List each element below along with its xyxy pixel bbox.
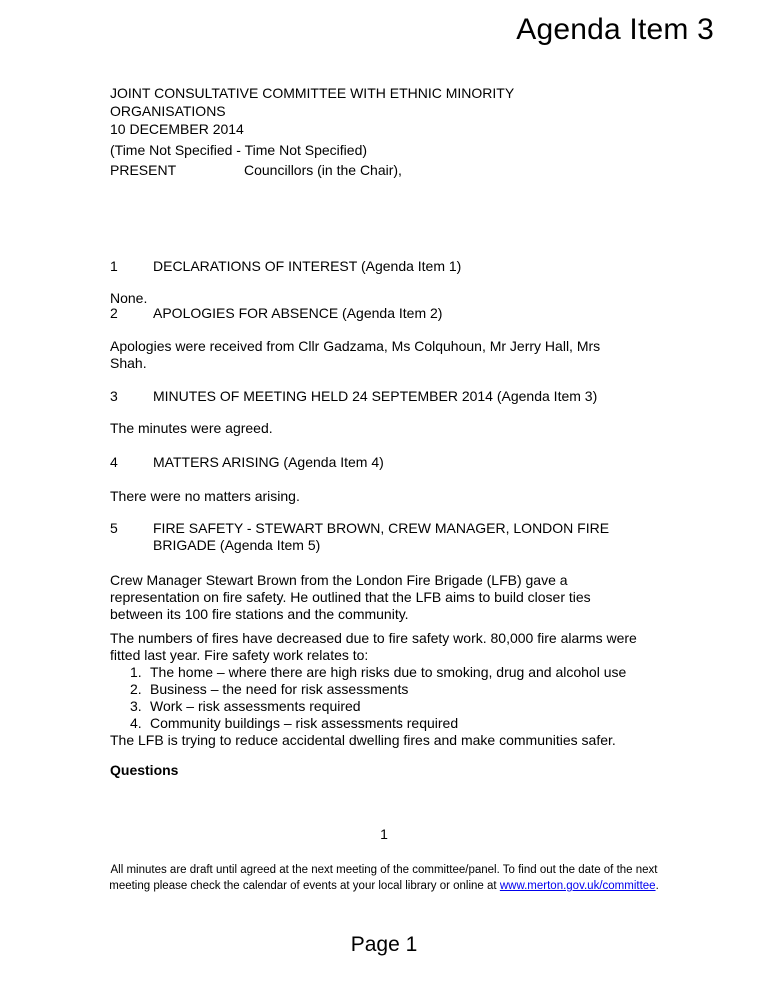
heading-line: BRIGADE (Agenda Item 5)	[153, 537, 321, 553]
footer-line2	[0, 878, 768, 894]
item-number: 1	[110, 258, 118, 274]
item-number: 4	[110, 454, 118, 470]
list-text: Work – risk assessments required	[150, 698, 361, 714]
meeting-date: 10 DECEMBER 2014	[110, 121, 244, 137]
body-line: representation on fire safety. He outlined that the LFB aims to build closer ties	[110, 589, 591, 605]
list-text: Business – the need for risk assessments	[150, 681, 409, 697]
body-line: Crew Manager Stewart Brown from the London Fire Brigade (LFB) gave a	[110, 572, 568, 588]
item-number: 3	[110, 388, 118, 404]
footer-note	[0, 862, 768, 894]
item-body: There were no matters arising.	[110, 488, 300, 504]
list-number: 3.	[130, 698, 142, 714]
body-line: Shah.	[110, 355, 147, 371]
item-heading: APOLOGIES FOR ABSENCE (Agenda Item 2)	[153, 305, 443, 321]
list-text: The home – where there are high risks due to smoking, drug and alcohol use	[150, 664, 627, 680]
present-row	[110, 161, 514, 179]
list-item	[130, 698, 626, 715]
item-body: The minutes were agreed.	[110, 420, 273, 436]
meeting-header	[110, 84, 514, 179]
present-value: Councillors (in the Chair),	[244, 162, 402, 178]
item-heading: DECLARATIONS OF INTEREST (Agenda Item 1)	[153, 258, 462, 274]
meeting-time: (Time Not Specified - Time Not Specified)	[110, 142, 368, 158]
page-number: 1	[380, 826, 388, 842]
footer-line2-suffix: .	[655, 880, 659, 892]
page-label: Page 1	[350, 933, 418, 956]
item-body	[110, 338, 710, 372]
body-line: The numbers of fires have decreased due to fire safety work. 80,000 fire alarms were	[110, 630, 637, 646]
present-label: PRESENT	[110, 162, 177, 178]
item-body: None.	[110, 290, 148, 306]
fire-safety-paragraph-2	[110, 630, 710, 664]
list-text: Community buildings – risk assessments required	[150, 715, 459, 731]
footer-line2-text: meeting please check the calendar of events at your local library or online at	[109, 880, 500, 892]
body-line: fitted last year. Fire safety work relates to:	[110, 647, 369, 663]
item-heading: MATTERS ARISING (Agenda Item 4)	[153, 454, 384, 470]
item-number: 2	[110, 305, 118, 321]
footer-line1: All minutes are draft until agreed at the next meeting of the committee/panel. To find out the date of the next	[110, 864, 658, 876]
agenda-item-stamp: Agenda Item 3	[516, 13, 714, 46]
committee-link[interactable]: www.merton.gov.uk/committee	[499, 880, 656, 892]
questions-heading: Questions	[110, 762, 179, 778]
body-line: Apologies were received from Cllr Gadzama, Ms Colquhoun, Mr Jerry Hall, Mrs	[110, 338, 601, 354]
list-number: 2.	[130, 681, 142, 697]
list-item	[130, 681, 626, 698]
list-number: 1.	[130, 664, 142, 680]
body-line: between its 100 fire stations and the community.	[110, 606, 409, 622]
item-heading	[153, 520, 609, 554]
list-item	[130, 664, 626, 681]
fire-safety-paragraph-1	[110, 572, 710, 623]
committee-title-line2: ORGANISATIONS	[110, 103, 226, 119]
committee-title-line1: JOINT CONSULTATIVE COMMITTEE WITH ETHNIC MINORITY	[110, 85, 515, 101]
fire-safety-work-list	[130, 664, 626, 732]
list-item	[130, 715, 626, 732]
fire-safety-closing: The LFB is trying to reduce accidental dwelling fires and make communities safer.	[110, 732, 616, 748]
item-number: 5	[110, 520, 118, 536]
heading-line: FIRE SAFETY - STEWART BROWN, CREW MANAGER, LONDON FIRE	[153, 520, 610, 536]
item-heading: MINUTES OF MEETING HELD 24 SEPTEMBER 2014 (Agenda Item 3)	[153, 388, 598, 404]
list-number: 4.	[130, 715, 142, 731]
